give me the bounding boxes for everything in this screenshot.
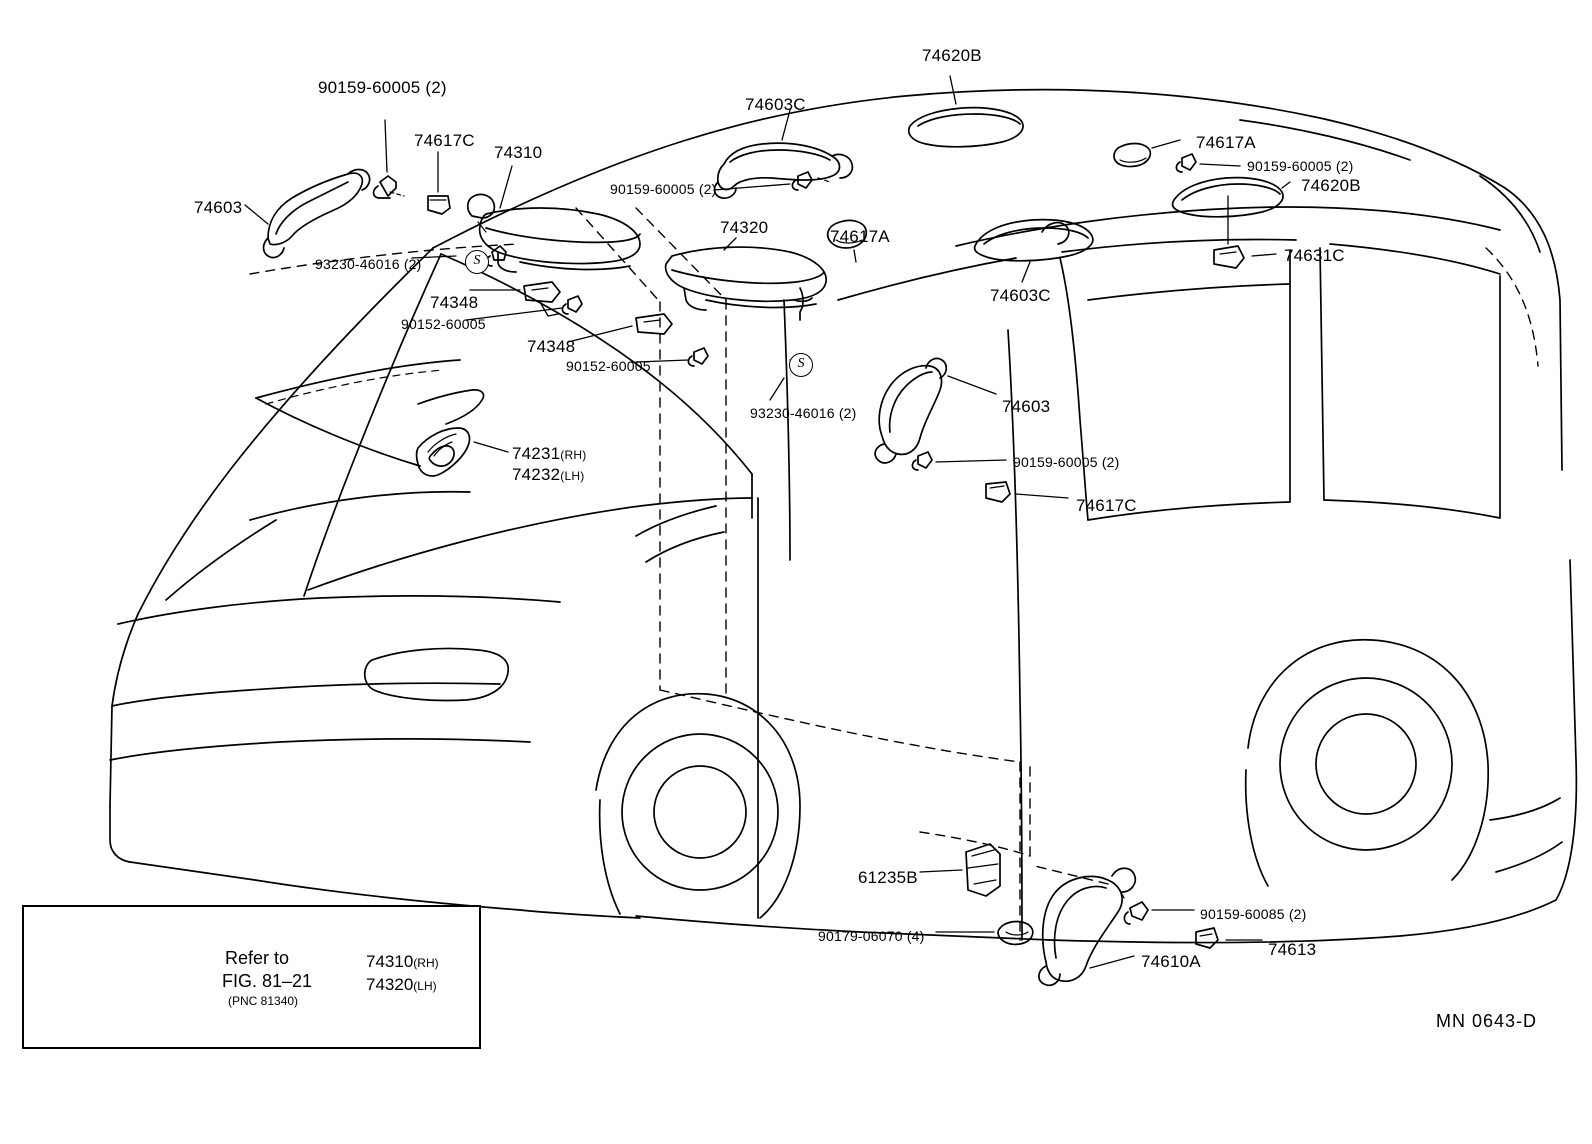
part-number: 74320 <box>366 975 414 994</box>
part-side: (LH) <box>413 979 437 993</box>
marker-s-right: S <box>789 353 813 377</box>
part-label-74232-lh <box>512 465 584 485</box>
part-label-74617c-middle: 74617C <box>1076 496 1137 515</box>
part-label-74620b-top: 74620B <box>922 46 982 65</box>
part-label-90159-60005-center: 90159-60005 (2) <box>610 181 717 197</box>
part-label-74320: 74320 <box>720 218 769 237</box>
part-label-74603c-center: 74603C <box>745 95 806 114</box>
part-number: 74310 <box>366 952 414 971</box>
part-label-74620b-right: 74620B <box>1301 176 1361 195</box>
part-label-74613: 74613 <box>1268 940 1317 959</box>
part-side: (RH) <box>413 956 439 970</box>
part-label-74603c-right: 74603C <box>990 286 1051 305</box>
part-label-74610a: 74610A <box>1141 952 1201 971</box>
part-label-90159-60005-right-roof: 90159-60005 (2) <box>1247 158 1354 174</box>
part-label-90159-60005-upper-left: 90159-60005 (2) <box>318 78 447 97</box>
part-label-74603-middle: 74603 <box>1002 397 1051 416</box>
part-label-74617c-left: 74617C <box>414 131 475 150</box>
inset-part-label-74310-rh <box>366 952 439 972</box>
part-label-90179-06070: 90179-06070 (4) <box>818 928 925 944</box>
part-label-74310: 74310 <box>494 143 543 162</box>
part-number: 74231 <box>512 444 561 463</box>
part-label-93230-46016-left: 93230-46016 (2) <box>315 256 422 272</box>
marker-s-left: S <box>465 250 489 274</box>
figure-code: MN 0643-D <box>1435 1011 1537 1031</box>
inset-part-label-74320-lh <box>366 975 437 995</box>
part-number: 74232 <box>512 465 561 484</box>
part-side: (LH) <box>560 469 585 483</box>
part-label-93230-46016-right: 93230-46016 (2) <box>750 405 857 421</box>
part-label-74617a-center: 74617A <box>830 227 890 246</box>
part-label-90152-60005-lower: 90152-60005 <box>566 358 651 374</box>
part-label-61235b: 61235B <box>858 868 918 887</box>
part-label-90152-60005-upper: 90152-60005 <box>401 316 486 332</box>
part-label-74617a-right: 74617A <box>1196 133 1256 152</box>
part-label-74631c: 74631C <box>1284 246 1345 265</box>
inset-pnc-reference: (PNC 81340) <box>228 994 299 1008</box>
inset-figure-reference: FIG. 81–21 <box>222 971 313 991</box>
part-label-74348-lower: 74348 <box>527 337 576 356</box>
part-label-74348-upper: 74348 <box>430 293 479 312</box>
inset-refer-to-text: Refer to <box>225 948 290 968</box>
part-label-74603-upper-left: 74603 <box>194 198 243 217</box>
part-label-90159-60085: 90159-60085 (2) <box>1200 906 1307 922</box>
part-label-74231-rh <box>512 444 586 464</box>
part-label-90159-60005-middle: 90159-60005 (2) <box>1013 454 1120 470</box>
part-side: (RH) <box>560 448 587 462</box>
